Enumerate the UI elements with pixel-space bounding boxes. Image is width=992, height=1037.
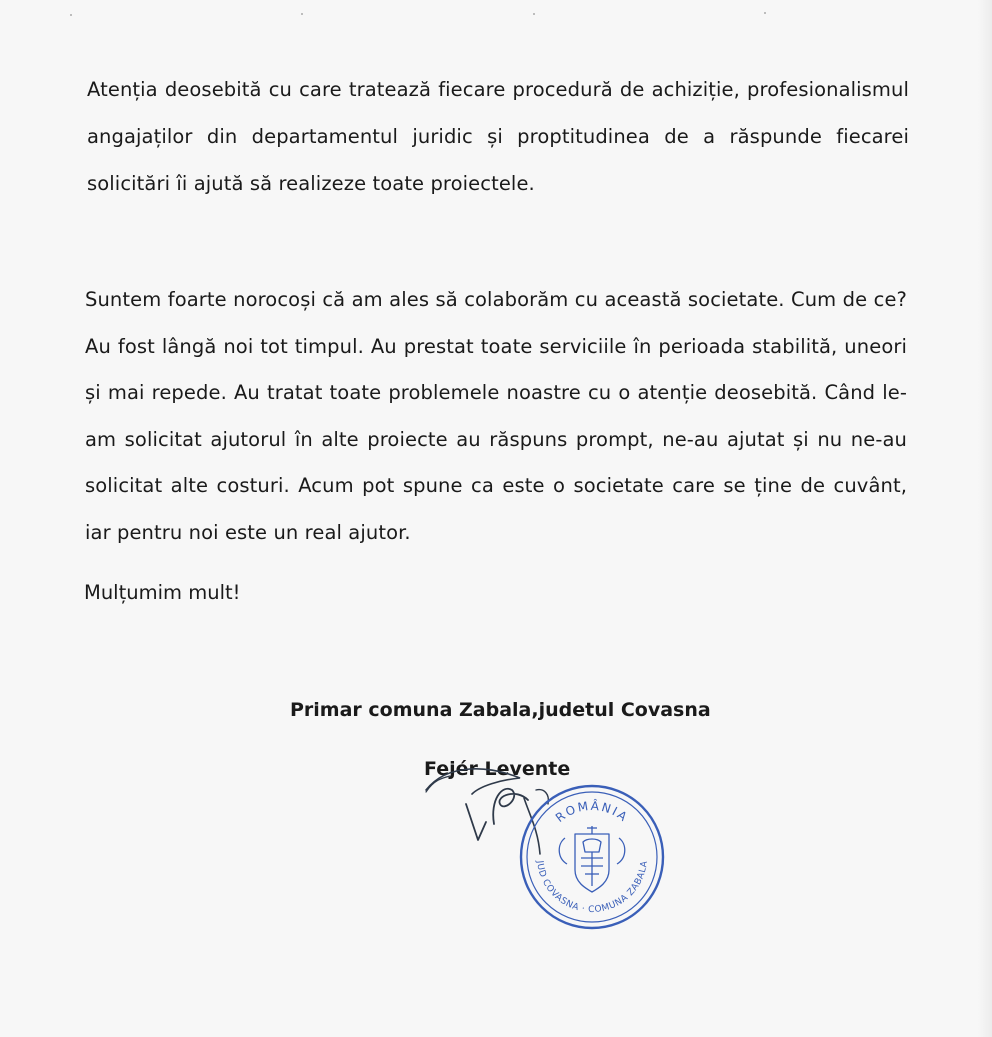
closing-line: Mulțumim mult!: [84, 581, 241, 604]
svg-text:ROMÂNIA: ROMÂNIA: [552, 798, 632, 826]
scan-speck: [301, 13, 303, 15]
coat-of-arms-icon: [559, 826, 625, 892]
scan-speck: [533, 13, 535, 15]
signatory-title: Primar comuna Zabala,judetul Covasna: [290, 699, 711, 721]
signatory-name: Fejér Levente: [424, 758, 571, 780]
paragraph-1: Atenția deosebită cu care tratează fiecare procedură de achiziție, profesionalismul angajaților din departamentul juridic și proptitudinea de a răspunde fiecarei solicitări îi ajută să realizeze toate proiectele.: [87, 78, 909, 195]
scan-speck: [764, 12, 766, 14]
scan-edge-shadow: [978, 0, 992, 1037]
paragraph-2: Suntem foarte norocoși că am ales să colaborăm cu această societate. Cum de ce? Au fost lângă noi tot timpul. Au prestat toate serviciile în perioada stabilită, uneori și mai repede. Au tratat toate problemele noastre cu o atenție deosebită. Când le-am solicitat ajutorul în alte proiecte au răspuns prompt, ne-au ajutat și nu ne-au solicitat alte costuri. Acum pot spune ca este o societate care se ține de cuvânt, iar pentru noi este un real ajutor.: [85, 288, 907, 544]
scan-speck: [70, 14, 72, 16]
svg-text:JUD COVASNA · COMUNA ZABALA: JUD COVASNA · COMUNA ZABALA: [534, 860, 650, 916]
official-stamp: [517, 782, 667, 932]
